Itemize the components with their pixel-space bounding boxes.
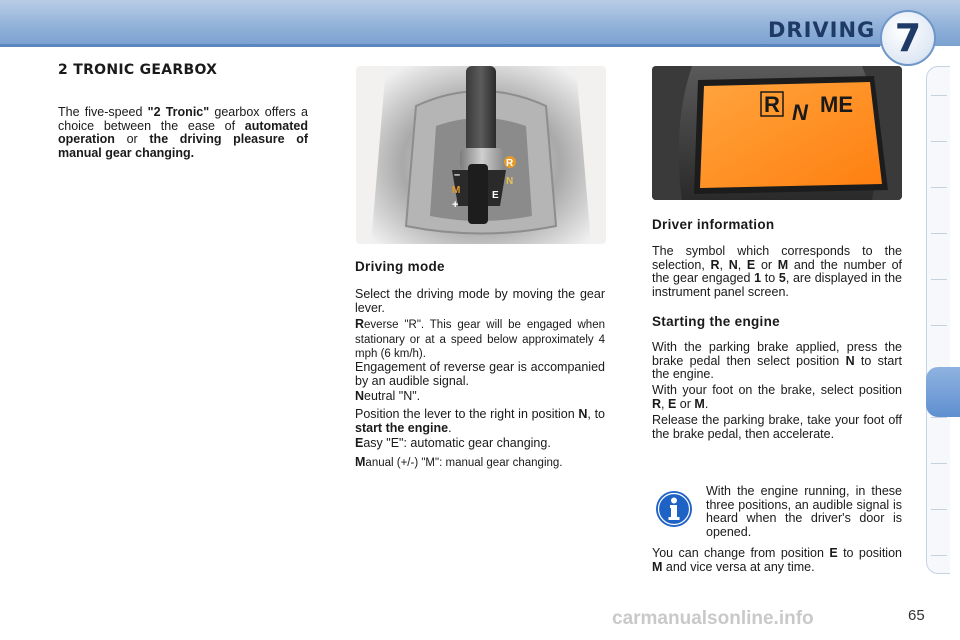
starting-text: With the parking brake applied, press the brake pedal then select position [652, 340, 902, 368]
gear-label-e: E [492, 190, 499, 201]
tab-divider [931, 141, 947, 142]
watermark: carmanualsonline.info [612, 608, 814, 629]
gear-key-m: M [777, 257, 789, 272]
starting-step-1 [652, 341, 902, 382]
intro-text: The five-speed [58, 105, 148, 119]
neutral-description [355, 390, 605, 404]
chapter-tab-strip[interactable] [926, 66, 950, 574]
starting-step-2 [652, 384, 902, 411]
gear-label-minus: – [454, 169, 461, 181]
chapter-badge [880, 10, 936, 66]
separator: , [661, 396, 668, 411]
intro-emphasis: automated operation [58, 118, 308, 146]
driving-mode-heading: Driving mode [355, 259, 445, 274]
gear-key-e: E [355, 436, 364, 450]
change-note-text: to position [837, 546, 902, 560]
gear-label-m: M [452, 185, 461, 196]
starting-text: With your foot on the brake, select position [652, 383, 902, 397]
gear-label-r: R [506, 158, 514, 169]
gear-key-e: E [667, 396, 677, 411]
easy-text: asy "E": automatic gear changing. [363, 436, 551, 450]
start-position-text: Position the lever to the right in position [355, 407, 579, 421]
page-number: 65 [908, 607, 925, 624]
neutral-text: eutral "N". [364, 389, 421, 403]
driver-info-paragraph [652, 245, 902, 299]
info-note: With the engine running, in these three positions, an audible signal is heard when the driver's door is opened. [706, 484, 902, 539]
separator: . [704, 396, 709, 411]
instrument-panel-illustration [652, 66, 902, 200]
separator: , [719, 257, 729, 272]
separator: , [737, 257, 747, 272]
gear-number-min: 1 [754, 271, 762, 285]
info-icon [655, 490, 693, 528]
gear-key-n: N [578, 407, 588, 421]
intro-text: or [114, 132, 150, 146]
gear-key-e: E [829, 546, 838, 560]
gear-label-plus: + [452, 199, 459, 211]
gear-key-n: N [845, 353, 855, 368]
header-divider [0, 44, 880, 47]
start-position-note [355, 408, 605, 435]
section-title: 2 TRONIC GEARBOX [58, 62, 218, 78]
starting-step-3: Release the parking brake, take your foot off the brake pedal, then accelerate. [652, 413, 902, 441]
tab-divider [931, 279, 947, 280]
reverse-text: everse "R". This gear will be engaged when stationary or at a speed below approximately 4 mph (6 km/h). [355, 319, 605, 360]
tab-divider [931, 233, 947, 234]
gear-label-n: N [506, 176, 514, 187]
gear-number-max: 5 [778, 271, 786, 285]
display-letters-me: ME [820, 92, 853, 117]
reverse-signal-note: Engagement of reverse gear is accompanied by an audible signal. [355, 360, 605, 388]
gear-key-r: R [710, 257, 720, 272]
gear-lever-illustration [356, 66, 606, 244]
chapter-tab-active[interactable] [926, 367, 960, 417]
driver-info-heading: Driver information [652, 217, 775, 232]
manual-description [355, 456, 611, 471]
intro-gearbox-name: "2 Tronic" [147, 105, 210, 119]
change-note-text: You can change from position [652, 546, 830, 560]
start-engine-emphasis: start the engine [355, 420, 449, 435]
gear-key-n: N [355, 389, 365, 403]
chapter-number: 7 [894, 16, 922, 60]
gear-key-n: N [728, 257, 738, 272]
start-position-text: . [448, 420, 452, 435]
tab-divider [931, 509, 947, 510]
starting-heading: Starting the engine [652, 314, 780, 329]
chapter-title: DRIVING [768, 18, 876, 42]
start-position-text: , to [587, 407, 606, 421]
driving-mode-intro: Select the driving mode by moving the gear lever. [355, 287, 605, 315]
separator: or [676, 396, 695, 411]
display-letter-r: R [764, 92, 780, 117]
display-letter-n: N [792, 100, 808, 125]
separator: to [761, 271, 779, 285]
intro-paragraph [58, 106, 308, 160]
separator: or [755, 257, 778, 272]
reverse-description [355, 318, 605, 362]
gear-key-r: R [355, 317, 365, 331]
gear-key-m: M [355, 455, 366, 469]
tab-divider [931, 463, 947, 464]
tab-divider [931, 187, 947, 188]
starting-text: to start the engine. [652, 353, 902, 381]
gear-key-m: M [694, 396, 705, 411]
intro-text: gearbox offers a choice between the ease of [58, 105, 308, 133]
change-position-note [652, 547, 902, 574]
driver-info-text: , are displayed in the instrument panel screen. [652, 271, 902, 299]
tab-divider [931, 555, 947, 556]
tab-divider [931, 325, 947, 326]
tab-divider [931, 417, 947, 418]
intro-emphasis: the driving pleasure of manual gear changing. [58, 132, 308, 160]
driver-info-text: The symbol which corresponds to the selection, [652, 244, 902, 272]
gear-key-r: R [652, 396, 662, 411]
gear-key-m: M [652, 559, 663, 574]
driver-info-text: and the number of the gear engaged [652, 257, 903, 285]
manual-text: anual (+/-) "M": manual gear changing. [365, 457, 563, 469]
tab-divider [931, 95, 947, 96]
gear-key-e: E [746, 257, 756, 272]
easy-description [355, 437, 605, 451]
change-note-text: and vice versa at any time. [662, 559, 815, 574]
